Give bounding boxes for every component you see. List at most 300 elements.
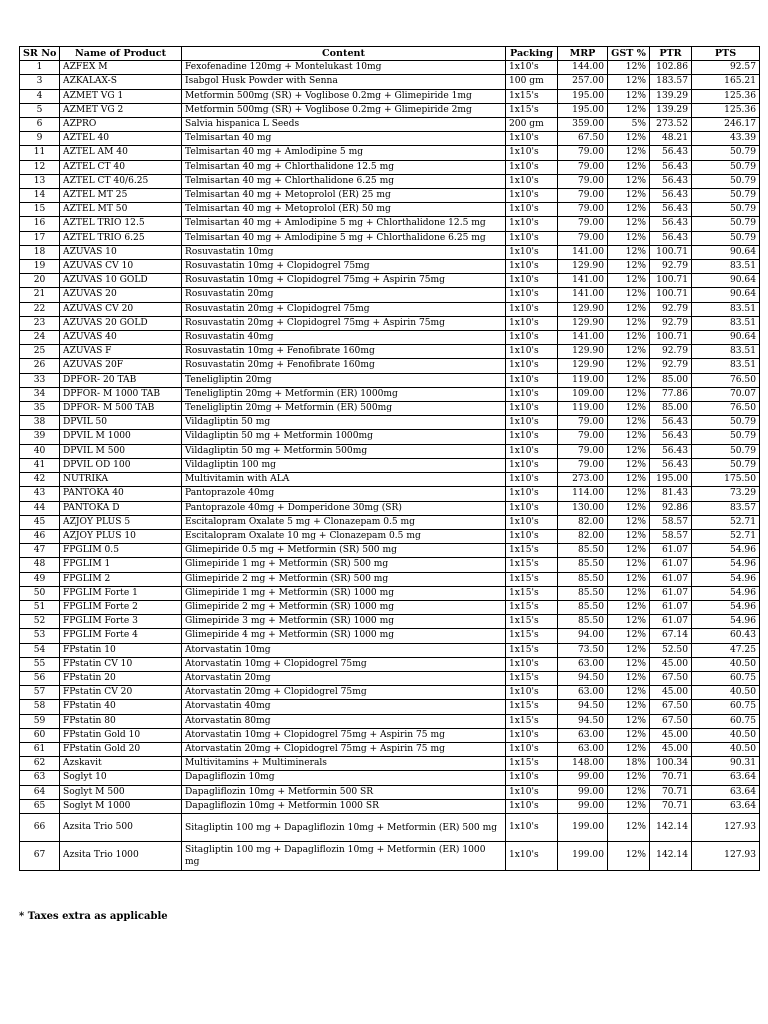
cell-pts: 60.75: [692, 671, 760, 685]
cell-gst: 12%: [608, 544, 650, 558]
cell-packing: 1x10's: [506, 529, 558, 543]
cell-content: Telmisartan 40 mg + Chlorthalidone 12.5 mg: [182, 160, 506, 174]
cell-ptr: 67.50: [650, 700, 692, 714]
cell-packing: 1x15's: [506, 572, 558, 586]
table-row: [20, 387, 760, 401]
cell-mrp: 79.00: [558, 458, 608, 472]
cell-pts: 76.50: [692, 402, 760, 416]
cell-gst: 12%: [608, 529, 650, 543]
table-row: [20, 473, 760, 487]
cell-ptr: 85.00: [650, 373, 692, 387]
cell-mrp: 141.00: [558, 274, 608, 288]
table-row: [20, 331, 760, 345]
cell-mrp: 195.00: [558, 89, 608, 103]
cell-mrp: 99.00: [558, 771, 608, 785]
cell-product-name: Azsita Trio 1000: [60, 842, 182, 870]
cell-mrp: 129.90: [558, 359, 608, 373]
cell-ptr: 102.86: [650, 61, 692, 75]
cell-sr-no: 61: [20, 742, 60, 756]
cell-ptr: 77.86: [650, 387, 692, 401]
cell-sr-no: 40: [20, 444, 60, 458]
cell-content: Rosuvastatin 10mg + Fenofibrate 160mg: [182, 345, 506, 359]
cell-gst: 12%: [608, 444, 650, 458]
cell-content: Pantoprazole 40mg: [182, 487, 506, 501]
cell-gst: 12%: [608, 203, 650, 217]
cell-sr-no: 11: [20, 146, 60, 160]
cell-content: Rosuvastatin 20mg + Clopidogrel 75mg + Aspirin 75mg: [182, 316, 506, 330]
cell-packing: 1x10's: [506, 260, 558, 274]
cell-content: Isabgol Husk Powder with Senna: [182, 75, 506, 89]
cell-mrp: 109.00: [558, 387, 608, 401]
table-row: [20, 174, 760, 188]
table-row: [20, 288, 760, 302]
cell-ptr: 195.00: [650, 473, 692, 487]
cell-content: Teneligliptin 20mg + Metformin (ER) 1000mg: [182, 387, 506, 401]
cell-product-name: DPFOR- M 1000 TAB: [60, 387, 182, 401]
cell-product-name: AZTEL TRIO 12.5: [60, 217, 182, 231]
cell-sr-no: 64: [20, 785, 60, 799]
cell-content: Metformin 500mg (SR) + Voglibose 0.2mg + Glimepiride 2mg: [182, 103, 506, 117]
table-row: [20, 416, 760, 430]
cell-mrp: 144.00: [558, 61, 608, 75]
cell-packing: 1x10's: [506, 61, 558, 75]
cell-mrp: 79.00: [558, 203, 608, 217]
cell-pts: 175.50: [692, 473, 760, 487]
table-row: [20, 544, 760, 558]
cell-packing: 1x10's: [506, 231, 558, 245]
cell-gst: 12%: [608, 146, 650, 160]
cell-ptr: 56.43: [650, 174, 692, 188]
cell-ptr: 58.57: [650, 515, 692, 529]
cell-pts: 60.75: [692, 700, 760, 714]
cell-mrp: 85.50: [558, 558, 608, 572]
cell-sr-no: 3: [20, 75, 60, 89]
cell-pts: 165.21: [692, 75, 760, 89]
cell-packing: 1x10's: [506, 217, 558, 231]
cell-content: Escitalopram Oxalate 10 mg + Clonazepam 0.5 mg: [182, 529, 506, 543]
cell-mrp: 94.00: [558, 629, 608, 643]
cell-product-name: AZUVAS 10 GOLD: [60, 274, 182, 288]
table-row: [20, 671, 760, 685]
cell-sr-no: 17: [20, 231, 60, 245]
cell-mrp: 79.00: [558, 430, 608, 444]
cell-mrp: 129.90: [558, 302, 608, 316]
cell-content: Atorvastatin 20mg: [182, 671, 506, 685]
cell-gst: 12%: [608, 572, 650, 586]
cell-packing: 1x10's: [506, 458, 558, 472]
cell-content: Glimepiride 3 mg + Metformin (SR) 1000 mg: [182, 615, 506, 629]
table-row: [20, 132, 760, 146]
cell-pts: 63.64: [692, 785, 760, 799]
cell-content: Rosuvastatin 20mg: [182, 288, 506, 302]
cell-product-name: AZUVAS F: [60, 345, 182, 359]
cell-mrp: 85.50: [558, 572, 608, 586]
table-row: [20, 89, 760, 103]
cell-sr-no: 43: [20, 487, 60, 501]
cell-mrp: 79.00: [558, 146, 608, 160]
table-row: [20, 842, 760, 870]
cell-pts: 50.79: [692, 160, 760, 174]
header-content: Content: [182, 47, 506, 61]
cell-product-name: FPGLIM 2: [60, 572, 182, 586]
cell-pts: 70.07: [692, 387, 760, 401]
cell-content: Escitalopram Oxalate 5 mg + Clonazepam 0.5 mg: [182, 515, 506, 529]
table-row: [20, 813, 760, 841]
cell-pts: 50.79: [692, 231, 760, 245]
cell-content: Rosuvastatin 20mg + Fenofibrate 160mg: [182, 359, 506, 373]
cell-sr-no: 56: [20, 671, 60, 685]
cell-packing: 1x15's: [506, 671, 558, 685]
cell-pts: 83.51: [692, 345, 760, 359]
cell-sr-no: 25: [20, 345, 60, 359]
cell-packing: 1x15's: [506, 615, 558, 629]
cell-product-name: DPVIL OD 100: [60, 458, 182, 472]
cell-mrp: 130.00: [558, 501, 608, 515]
cell-sr-no: 49: [20, 572, 60, 586]
table-row: [20, 146, 760, 160]
cell-packing: 1x10's: [506, 813, 558, 841]
cell-ptr: 56.43: [650, 146, 692, 160]
cell-gst: 12%: [608, 586, 650, 600]
cell-product-name: AZTEL TRIO 6.25: [60, 231, 182, 245]
cell-content: Glimepiride 4 mg + Metformin (SR) 1000 mg: [182, 629, 506, 643]
cell-content: Metformin 500mg (SR) + Voglibose 0.2mg + Glimepiride 1mg: [182, 89, 506, 103]
cell-mrp: 85.50: [558, 615, 608, 629]
cell-gst: 12%: [608, 174, 650, 188]
cell-gst: 12%: [608, 245, 650, 259]
cell-product-name: AZJOY PLUS 10: [60, 529, 182, 543]
cell-pts: 40.50: [692, 728, 760, 742]
cell-ptr: 45.00: [650, 686, 692, 700]
cell-packing: 1x10's: [506, 444, 558, 458]
cell-content: Atorvastatin 20mg + Clopidogrel 75mg: [182, 686, 506, 700]
cell-packing: 1x10's: [506, 387, 558, 401]
cell-pts: 60.43: [692, 629, 760, 643]
cell-ptr: 92.79: [650, 302, 692, 316]
cell-gst: 12%: [608, 657, 650, 671]
header-packing: Packing: [506, 47, 558, 61]
cell-content: Atorvastatin 80mg: [182, 714, 506, 728]
cell-packing: 1x10's: [506, 274, 558, 288]
cell-pts: 125.36: [692, 89, 760, 103]
cell-sr-no: 21: [20, 288, 60, 302]
cell-product-name: FPGLIM 1: [60, 558, 182, 572]
cell-mrp: 85.50: [558, 586, 608, 600]
cell-pts: 60.75: [692, 714, 760, 728]
cell-sr-no: 57: [20, 686, 60, 700]
cell-sr-no: 6: [20, 118, 60, 132]
cell-content: Atorvastatin 10mg: [182, 643, 506, 657]
cell-gst: 12%: [608, 771, 650, 785]
cell-sr-no: 14: [20, 189, 60, 203]
cell-sr-no: 1: [20, 61, 60, 75]
cell-ptr: 273.52: [650, 118, 692, 132]
cell-ptr: 56.43: [650, 444, 692, 458]
cell-pts: 54.96: [692, 572, 760, 586]
cell-product-name: Soglyt M 500: [60, 785, 182, 799]
cell-product-name: FPGLIM Forte 1: [60, 586, 182, 600]
cell-mrp: 79.00: [558, 189, 608, 203]
table-row: [20, 189, 760, 203]
cell-packing: 1x10's: [506, 686, 558, 700]
cell-gst: 12%: [608, 799, 650, 813]
cell-ptr: 183.57: [650, 75, 692, 89]
cell-ptr: 139.29: [650, 89, 692, 103]
cell-ptr: 92.79: [650, 359, 692, 373]
cell-pts: 54.96: [692, 544, 760, 558]
cell-gst: 12%: [608, 61, 650, 75]
cell-ptr: 56.43: [650, 458, 692, 472]
cell-pts: 50.79: [692, 189, 760, 203]
cell-ptr: 61.07: [650, 572, 692, 586]
cell-sr-no: 15: [20, 203, 60, 217]
cell-mrp: 119.00: [558, 373, 608, 387]
cell-mrp: 199.00: [558, 813, 608, 841]
cell-ptr: 100.34: [650, 757, 692, 771]
cell-content: Atorvastatin 20mg + Clopidogrel 75mg + Aspirin 75 mg: [182, 742, 506, 756]
cell-packing: 1x15's: [506, 643, 558, 657]
cell-packing: 1x15's: [506, 103, 558, 117]
table-row: [20, 515, 760, 529]
cell-gst: 12%: [608, 714, 650, 728]
cell-product-name: FPstatin 10: [60, 643, 182, 657]
cell-packing: 1x10's: [506, 373, 558, 387]
cell-gst: 12%: [608, 515, 650, 529]
cell-content: Salvia hispanica L Seeds: [182, 118, 506, 132]
cell-sr-no: 54: [20, 643, 60, 657]
cell-sr-no: 23: [20, 316, 60, 330]
cell-mrp: 359.00: [558, 118, 608, 132]
cell-gst: 12%: [608, 813, 650, 841]
cell-product-name: AZTEL CT 40: [60, 160, 182, 174]
cell-product-name: FPstatin 40: [60, 700, 182, 714]
cell-ptr: 142.14: [650, 813, 692, 841]
cell-gst: 12%: [608, 458, 650, 472]
cell-content: Glimepiride 1 mg + Metformin (SR) 1000 mg: [182, 586, 506, 600]
cell-mrp: 148.00: [558, 757, 608, 771]
cell-sr-no: 34: [20, 387, 60, 401]
table-row: [20, 771, 760, 785]
cell-pts: 246.17: [692, 118, 760, 132]
cell-content: Teneligliptin 20mg: [182, 373, 506, 387]
cell-sr-no: 16: [20, 217, 60, 231]
cell-mrp: 199.00: [558, 842, 608, 870]
table-row: [20, 458, 760, 472]
cell-ptr: 56.43: [650, 160, 692, 174]
cell-mrp: 99.00: [558, 785, 608, 799]
cell-product-name: AZUVAS CV 10: [60, 260, 182, 274]
table-row: [20, 728, 760, 742]
cell-mrp: 79.00: [558, 444, 608, 458]
cell-sr-no: 53: [20, 629, 60, 643]
cell-pts: 40.50: [692, 657, 760, 671]
cell-sr-no: 48: [20, 558, 60, 572]
cell-pts: 52.71: [692, 529, 760, 543]
cell-sr-no: 65: [20, 799, 60, 813]
cell-sr-no: 50: [20, 586, 60, 600]
cell-mrp: 94.50: [558, 700, 608, 714]
cell-gst: 12%: [608, 331, 650, 345]
table-row: [20, 558, 760, 572]
cell-content: Glimepiride 1 mg + Metformin (SR) 500 mg: [182, 558, 506, 572]
cell-pts: 73.29: [692, 487, 760, 501]
cell-product-name: AZUVAS 40: [60, 331, 182, 345]
cell-sr-no: 41: [20, 458, 60, 472]
cell-ptr: 48.21: [650, 132, 692, 146]
cell-ptr: 61.07: [650, 600, 692, 614]
cell-ptr: 92.79: [650, 260, 692, 274]
cell-ptr: 70.71: [650, 771, 692, 785]
cell-ptr: 67.50: [650, 671, 692, 685]
cell-product-name: AZMET VG 1: [60, 89, 182, 103]
cell-mrp: 79.00: [558, 160, 608, 174]
cell-gst: 12%: [608, 700, 650, 714]
table-row: [20, 103, 760, 117]
cell-gst: 12%: [608, 487, 650, 501]
cell-content: Dapagliflozin 10mg + Metformin 1000 SR: [182, 799, 506, 813]
table-row: [20, 373, 760, 387]
cell-packing: 1x10's: [506, 799, 558, 813]
cell-mrp: 129.90: [558, 345, 608, 359]
cell-gst: 12%: [608, 189, 650, 203]
header-product-name: Name of Product: [60, 47, 182, 61]
cell-packing: 1x10's: [506, 288, 558, 302]
cell-pts: 54.96: [692, 558, 760, 572]
cell-gst: 12%: [608, 402, 650, 416]
cell-sr-no: 13: [20, 174, 60, 188]
cell-pts: 43.39: [692, 132, 760, 146]
cell-content: Sitagliptin 100 mg + Dapagliflozin 10mg + Metformin (ER) 1000 mg: [182, 842, 506, 870]
cell-sr-no: 18: [20, 245, 60, 259]
cell-mrp: 79.00: [558, 231, 608, 245]
cell-ptr: 100.71: [650, 288, 692, 302]
cell-sr-no: 26: [20, 359, 60, 373]
cell-pts: 40.50: [692, 742, 760, 756]
cell-gst: 12%: [608, 288, 650, 302]
cell-mrp: 94.50: [558, 671, 608, 685]
cell-packing: 1x10's: [506, 174, 558, 188]
cell-content: Pantoprazole 40mg + Domperidone 30mg (SR): [182, 501, 506, 515]
table-row: [20, 487, 760, 501]
cell-ptr: 52.50: [650, 643, 692, 657]
cell-pts: 83.51: [692, 302, 760, 316]
table-row: [20, 586, 760, 600]
cell-packing: 1x10's: [506, 416, 558, 430]
cell-product-name: AZMET VG 2: [60, 103, 182, 117]
cell-product-name: AZTEL MT 50: [60, 203, 182, 217]
cell-ptr: 45.00: [650, 728, 692, 742]
table-row: [20, 757, 760, 771]
cell-ptr: 56.43: [650, 189, 692, 203]
cell-product-name: DPVIL M 1000: [60, 430, 182, 444]
cell-sr-no: 39: [20, 430, 60, 444]
cell-content: Dapagliflozin 10mg + Metformin 500 SR: [182, 785, 506, 799]
cell-ptr: 45.00: [650, 742, 692, 756]
cell-mrp: 63.00: [558, 742, 608, 756]
cell-gst: 12%: [608, 430, 650, 444]
cell-packing: 1x10's: [506, 316, 558, 330]
header-sr-no: SR No: [20, 47, 60, 61]
cell-product-name: AZTEL 40: [60, 132, 182, 146]
cell-content: Rosuvastatin 10mg: [182, 245, 506, 259]
cell-sr-no: 19: [20, 260, 60, 274]
cell-ptr: 85.00: [650, 402, 692, 416]
cell-content: Telmisartan 40 mg: [182, 132, 506, 146]
cell-gst: 12%: [608, 274, 650, 288]
table-row: [20, 572, 760, 586]
cell-content: Telmisartan 40 mg + Metoprolol (ER) 25 mg: [182, 189, 506, 203]
cell-ptr: 100.71: [650, 245, 692, 259]
cell-mrp: 79.00: [558, 217, 608, 231]
cell-product-name: AZTEL MT 25: [60, 189, 182, 203]
cell-packing: 1x15's: [506, 586, 558, 600]
cell-mrp: 195.00: [558, 103, 608, 117]
table-row: [20, 402, 760, 416]
cell-content: Atorvastatin 10mg + Clopidogrel 75mg + Aspirin 75 mg: [182, 728, 506, 742]
cell-packing: 100 gm: [506, 75, 558, 89]
cell-packing: 1x10's: [506, 430, 558, 444]
cell-sr-no: 35: [20, 402, 60, 416]
cell-ptr: 92.79: [650, 345, 692, 359]
table-row: [20, 217, 760, 231]
cell-product-name: AZJOY PLUS 5: [60, 515, 182, 529]
cell-ptr: 142.14: [650, 842, 692, 870]
cell-sr-no: 9: [20, 132, 60, 146]
table-row: [20, 615, 760, 629]
table-row: [20, 700, 760, 714]
cell-packing: 1x15's: [506, 629, 558, 643]
table-row: [20, 643, 760, 657]
cell-sr-no: 55: [20, 657, 60, 671]
cell-mrp: 85.50: [558, 544, 608, 558]
cell-packing: 1x10's: [506, 515, 558, 529]
cell-mrp: 73.50: [558, 643, 608, 657]
table-row: [20, 799, 760, 813]
cell-content: Telmisartan 40 mg + Chlorthalidone 6.25 mg: [182, 174, 506, 188]
cell-product-name: FPstatin Gold 20: [60, 742, 182, 756]
cell-pts: 54.96: [692, 600, 760, 614]
cell-pts: 90.64: [692, 288, 760, 302]
cell-mrp: 63.00: [558, 728, 608, 742]
table-row: [20, 274, 760, 288]
cell-gst: 12%: [608, 302, 650, 316]
cell-gst: 12%: [608, 686, 650, 700]
footnote: * Taxes extra as applicable: [19, 911, 168, 922]
cell-content: Vildagliptin 50 mg: [182, 416, 506, 430]
cell-gst: 12%: [608, 558, 650, 572]
cell-product-name: FPGLIM Forte 2: [60, 600, 182, 614]
cell-gst: 12%: [608, 785, 650, 799]
cell-pts: 127.93: [692, 813, 760, 841]
cell-packing: 1x15's: [506, 700, 558, 714]
cell-packing: 1x10's: [506, 359, 558, 373]
cell-gst: 12%: [608, 359, 650, 373]
cell-mrp: 114.00: [558, 487, 608, 501]
table-row: [20, 742, 760, 756]
cell-ptr: 56.43: [650, 217, 692, 231]
cell-product-name: AZUVAS 20 GOLD: [60, 316, 182, 330]
cell-gst: 12%: [608, 629, 650, 643]
cell-product-name: AZUVAS CV 20: [60, 302, 182, 316]
cell-pts: 92.57: [692, 61, 760, 75]
cell-product-name: AZTEL AM 40: [60, 146, 182, 160]
cell-gst: 12%: [608, 473, 650, 487]
cell-product-name: FPGLIM 0.5: [60, 544, 182, 558]
cell-pts: 47.25: [692, 643, 760, 657]
cell-product-name: AZPRO: [60, 118, 182, 132]
cell-product-name: DPFOR- 20 TAB: [60, 373, 182, 387]
cell-content: Multivitamin with ALA: [182, 473, 506, 487]
